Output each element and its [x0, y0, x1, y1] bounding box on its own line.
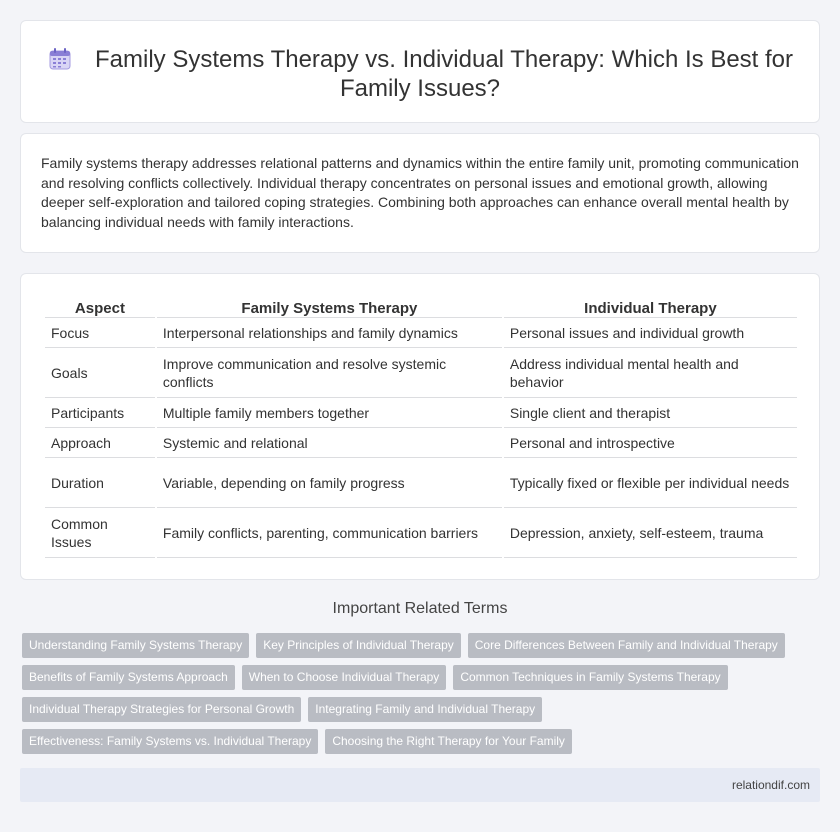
table-cell: Systemic and relational — [157, 428, 502, 458]
tag-row — [22, 633, 822, 658]
table-row — [45, 318, 797, 348]
table-cell: Interpersonal relationships and family dynamics — [157, 318, 502, 348]
table-cell: Personal issues and individual growth — [504, 318, 797, 348]
table-cell-aspect: Goals — [45, 348, 155, 398]
column-header-family-systems: Family Systems Therapy — [157, 296, 502, 318]
table-cell-aspect: Focus — [45, 318, 155, 348]
related-term-link[interactable]: Understanding Family Systems Therapy — [22, 633, 249, 658]
related-term-link[interactable]: Benefits of Family Systems Approach — [22, 665, 235, 690]
related-term-link[interactable]: When to Choose Individual Therapy — [242, 665, 447, 690]
table-cell-aspect: Common Issues — [45, 508, 155, 558]
table-cell-aspect: Duration — [45, 458, 155, 508]
site-link[interactable]: relationdif.com — [731, 778, 810, 792]
table-cell: Multiple family members together — [157, 398, 502, 428]
tag-row — [22, 729, 822, 754]
table-row — [45, 398, 797, 428]
related-term-link[interactable]: Individual Therapy Strategies for Personal Growth — [22, 697, 301, 722]
calendar-icon — [47, 46, 73, 72]
comparison-table — [43, 296, 799, 558]
tag-row — [22, 697, 822, 722]
related-term-link[interactable]: Integrating Family and Individual Therapy — [308, 697, 542, 722]
related-term-link[interactable]: Core Differences Between Family and Individual Therapy — [468, 633, 785, 658]
table-row — [45, 348, 797, 398]
related-term-link[interactable]: Effectiveness: Family Systems vs. Individual Therapy — [22, 729, 318, 754]
page-title-text: Family Systems Therapy vs. Individual Therapy: Which Is Best for Family Issues? — [94, 46, 794, 102]
table-cell: Improve communication and resolve systemic conflicts — [157, 348, 502, 398]
intro-paragraph: Family systems therapy addresses relational patterns and dynamics within the entire family unit, promoting communication and resolving conflicts collectively. Individual therapy concentrates on personal issues and emotional growth, allowing deeper self-exploration and tailored coping strategies. Combining both approaches can enhance overall mental health by balancing individual needs with family interactions. — [41, 155, 799, 230]
table-cell: Typically fixed or flexible per individual needs — [504, 458, 797, 508]
related-term-link[interactable]: Choosing the Right Therapy for Your Family — [325, 729, 572, 754]
column-header-aspect: Aspect — [45, 296, 155, 318]
table-row — [45, 458, 797, 508]
column-header-individual: Individual Therapy — [504, 296, 797, 318]
table-cell-aspect: Approach — [45, 428, 155, 458]
tag-row — [22, 665, 822, 690]
header-card — [20, 20, 820, 123]
comparison-table-card — [20, 273, 820, 580]
footer — [20, 768, 820, 802]
table-cell: Single client and therapist — [504, 398, 797, 428]
intro-card — [20, 133, 820, 253]
table-cell: Family conflicts, parenting, communication barriers — [157, 508, 502, 558]
table-cell: Personal and introspective — [504, 428, 797, 458]
related-terms-tags — [22, 633, 822, 761]
table-cell-aspect: Participants — [45, 398, 155, 428]
related-terms-heading: Important Related Terms — [332, 600, 508, 617]
table-row — [45, 428, 797, 458]
table-cell: Depression, anxiety, self-esteem, trauma — [504, 508, 797, 558]
table-cell: Address individual mental health and behavior — [504, 348, 797, 398]
page-title — [21, 45, 819, 103]
table-cell: Variable, depending on family progress — [157, 458, 502, 508]
table-row — [45, 508, 797, 558]
related-term-link[interactable]: Common Techniques in Family Systems Therapy — [453, 665, 727, 690]
related-term-link[interactable]: Key Principles of Individual Therapy — [256, 633, 461, 658]
table-header-row — [45, 296, 797, 318]
